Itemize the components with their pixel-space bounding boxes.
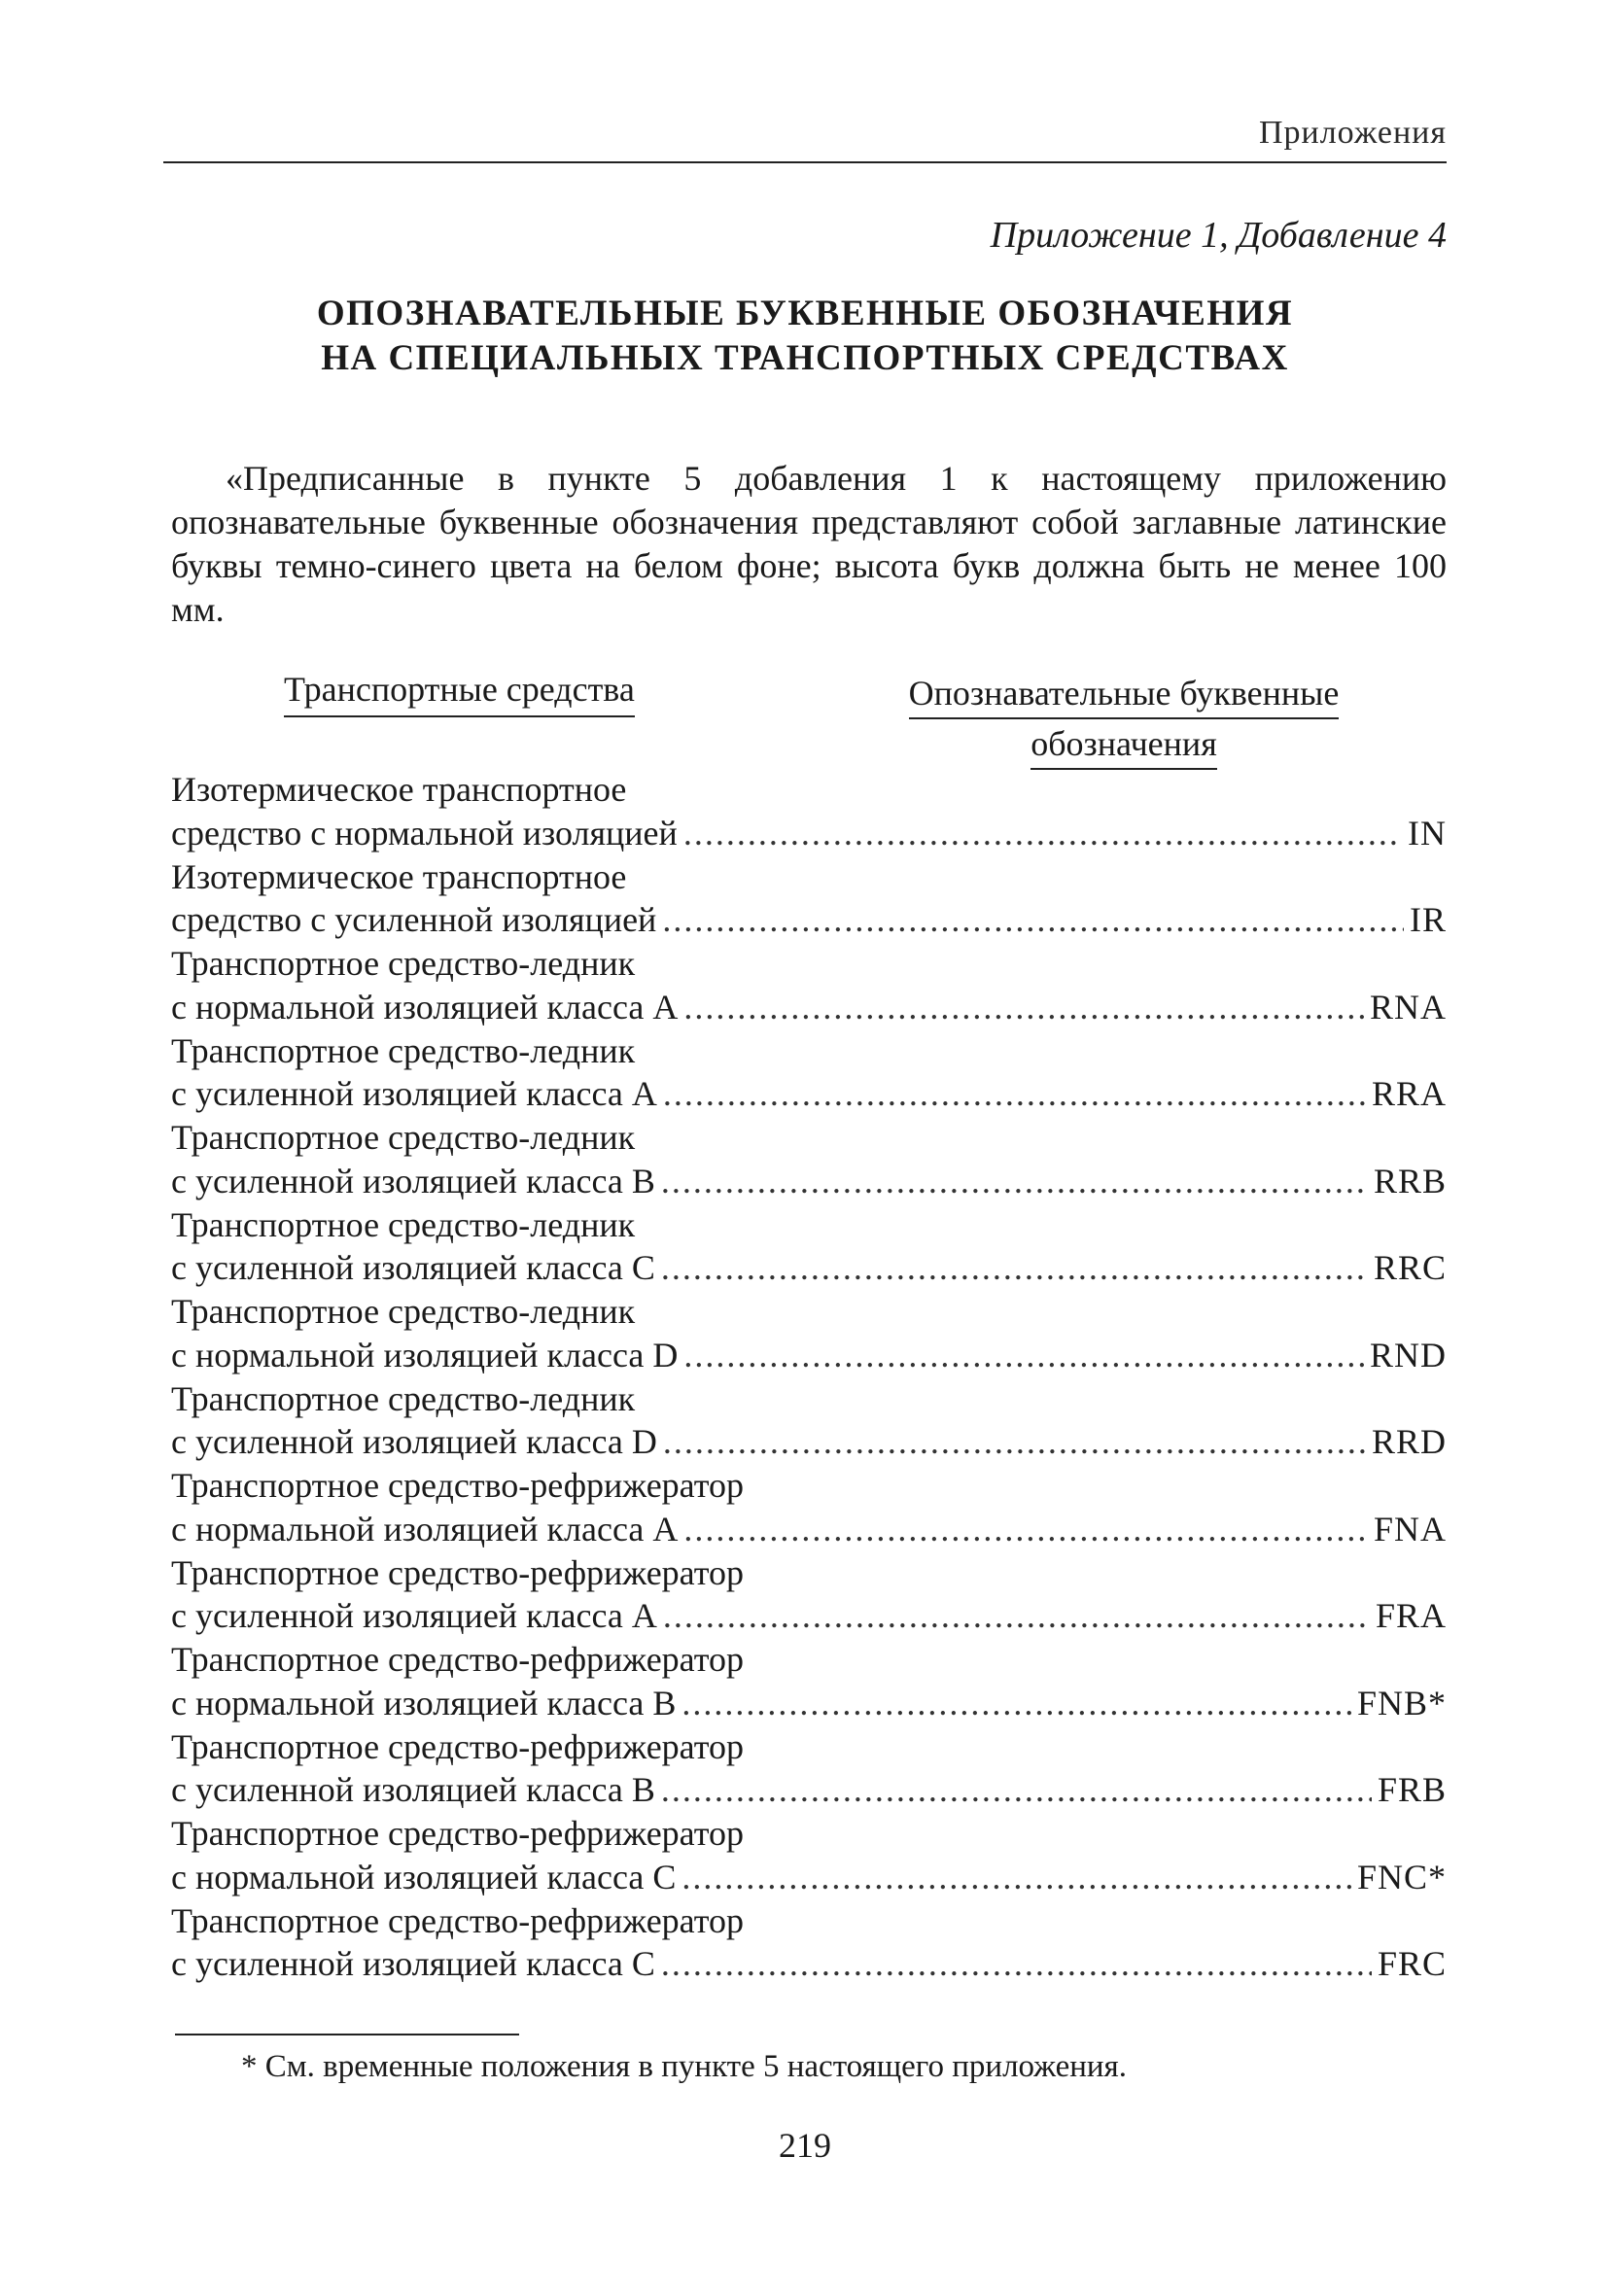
header-rule: [163, 161, 1447, 163]
title-line-2: НА СПЕЦИАЛЬНЫХ ТРАНСПОРТНЫХ СРЕДСТВАХ: [321, 338, 1289, 378]
entry-line-2: средство с усиленной изоляцией: [171, 900, 657, 940]
entry-line-2: с усиленной изоляцией класса A: [171, 1596, 657, 1636]
entry-line-2: с усиленной изоляцией класса C: [171, 1248, 655, 1288]
dot-leader: [683, 986, 1364, 1029]
dot-leader: [683, 1508, 1368, 1551]
entry-code: IR: [1410, 900, 1447, 940]
entries-list: [171, 768, 1447, 1986]
page-number: 219: [779, 2126, 831, 2165]
entry-line-1: Транспортное средство-ледник: [171, 1204, 636, 1244]
running-header: Приложения: [1258, 115, 1447, 151]
list-item: [171, 1116, 1447, 1203]
column-header-codes-line-1: Опознавательные буквенные: [909, 671, 1340, 719]
entry-line-2: с нормальной изоляцией класса C: [171, 1857, 677, 1896]
entry-line-1: Транспортное средство-ледник: [171, 1378, 636, 1418]
page-title: [163, 292, 1447, 381]
dot-leader: [663, 1072, 1366, 1116]
entry-line-1: Транспортное средство-ледник: [171, 1030, 636, 1070]
list-item: [171, 942, 1447, 1029]
entry-line-2: с нормальной изоляцией класса D: [171, 1335, 679, 1374]
entry-line-1: Транспортное средство-рефрижератор: [171, 1552, 744, 1592]
footnote-rule: [175, 2034, 519, 2035]
dot-leader: [663, 1594, 1370, 1638]
list-item: [171, 1029, 1447, 1117]
column-header-codes: [871, 671, 1377, 770]
dot-leader: [661, 1246, 1368, 1290]
entry-line-2: с нормальной изоляцией класса A: [171, 987, 679, 1026]
list-item: [171, 855, 1447, 943]
entry-line-2: с усиленной изоляцией класса B: [171, 1770, 655, 1810]
entry-line-1: Транспортное средство-ледник: [171, 1118, 636, 1157]
entry-line-1: Транспортное средство-рефрижератор: [171, 1814, 744, 1853]
dot-leader: [681, 1682, 1351, 1725]
list-item: [171, 1551, 1447, 1639]
entry-line-2: с усиленной изоляцией класса D: [171, 1422, 657, 1462]
list-item: [171, 768, 1447, 855]
dot-leader: [661, 1768, 1372, 1812]
dot-leader: [661, 1942, 1372, 1986]
dot-leader: [663, 1420, 1366, 1464]
entry-line-2: с усиленной изоляцией класса B: [171, 1161, 655, 1200]
appendix-reference: Приложение 1, Добавление 4: [990, 215, 1447, 256]
list-item: [171, 1464, 1447, 1551]
entry-line-1: Транспортное средство-рефрижератор: [171, 1466, 744, 1505]
entry-line-1: Транспортное средство-ледник: [171, 944, 636, 983]
list-item: [171, 1290, 1447, 1377]
entry-code: FRA: [1375, 1596, 1447, 1636]
entry-code: RRB: [1373, 1161, 1447, 1200]
entry-code: RRD: [1371, 1422, 1447, 1462]
entry-line-1: Изотермическое транспортное: [171, 770, 627, 809]
column-header-codes-line-2: обозначения: [1031, 721, 1217, 770]
dot-leader: [683, 1334, 1364, 1377]
entry-line-2: с нормальной изоляцией класса A: [171, 1509, 679, 1548]
entry-line-2: средство с нормальной изоляцией: [171, 813, 678, 852]
entry-code: FNC*: [1356, 1857, 1447, 1896]
entry-line-1: Транспортное средство-рефрижератор: [171, 1900, 744, 1940]
dot-leader: [681, 1856, 1351, 1899]
dot-leader: [661, 1160, 1368, 1203]
entry-line-1: Транспортное средство-рефрижератор: [171, 1640, 744, 1679]
dot-leader: [683, 812, 1402, 855]
entry-code: FNA: [1373, 1509, 1447, 1548]
entry-line-1: Транспортное средство-рефрижератор: [171, 1726, 744, 1766]
dot-leader: [662, 898, 1404, 942]
title-line-1: ОПОЗНАВАТЕЛЬНЫЕ БУКВЕННЫЕ ОБОЗНАЧЕНИЯ: [316, 294, 1294, 333]
list-item: [171, 1203, 1447, 1291]
entry-line-1: Изотермическое транспортное: [171, 856, 627, 896]
entry-code: FRB: [1377, 1770, 1447, 1810]
entry-line-1: Транспортное средство-ледник: [171, 1292, 636, 1331]
intro-paragraph: «Предписанные в пункте 5 добавления 1 к настоящему приложению опознавательные буквенные обозначения представляют собой заглавные латинские буквы темно-синего цвета на белом фоне; высота букв должна быть не менее 100 мм.: [171, 459, 1447, 629]
entry-code: RND: [1369, 1335, 1447, 1374]
entry-code: RNA: [1369, 987, 1447, 1026]
entry-line-2: с усиленной изоляцией класса A: [171, 1074, 657, 1114]
list-item: [171, 1638, 1447, 1725]
list-item: [171, 1812, 1447, 1899]
entry-code: FRC: [1377, 1944, 1447, 1984]
entry-code: RRC: [1373, 1248, 1447, 1288]
column-header-vehicles: Транспортные средства: [284, 669, 635, 717]
entry-code: FNB*: [1356, 1683, 1447, 1722]
entry-line-2: с усиленной изоляцией класса C: [171, 1944, 655, 1984]
list-item: [171, 1725, 1447, 1813]
entry-line-2: с нормальной изоляцией класса B: [171, 1683, 677, 1722]
list-item: [171, 1377, 1447, 1465]
list-item: [171, 1899, 1447, 1987]
entry-code: RRA: [1371, 1074, 1447, 1114]
entry-code: IN: [1408, 813, 1447, 852]
footnote: * См. временные положения в пункте 5 настоящего приложения.: [241, 2049, 1127, 2084]
